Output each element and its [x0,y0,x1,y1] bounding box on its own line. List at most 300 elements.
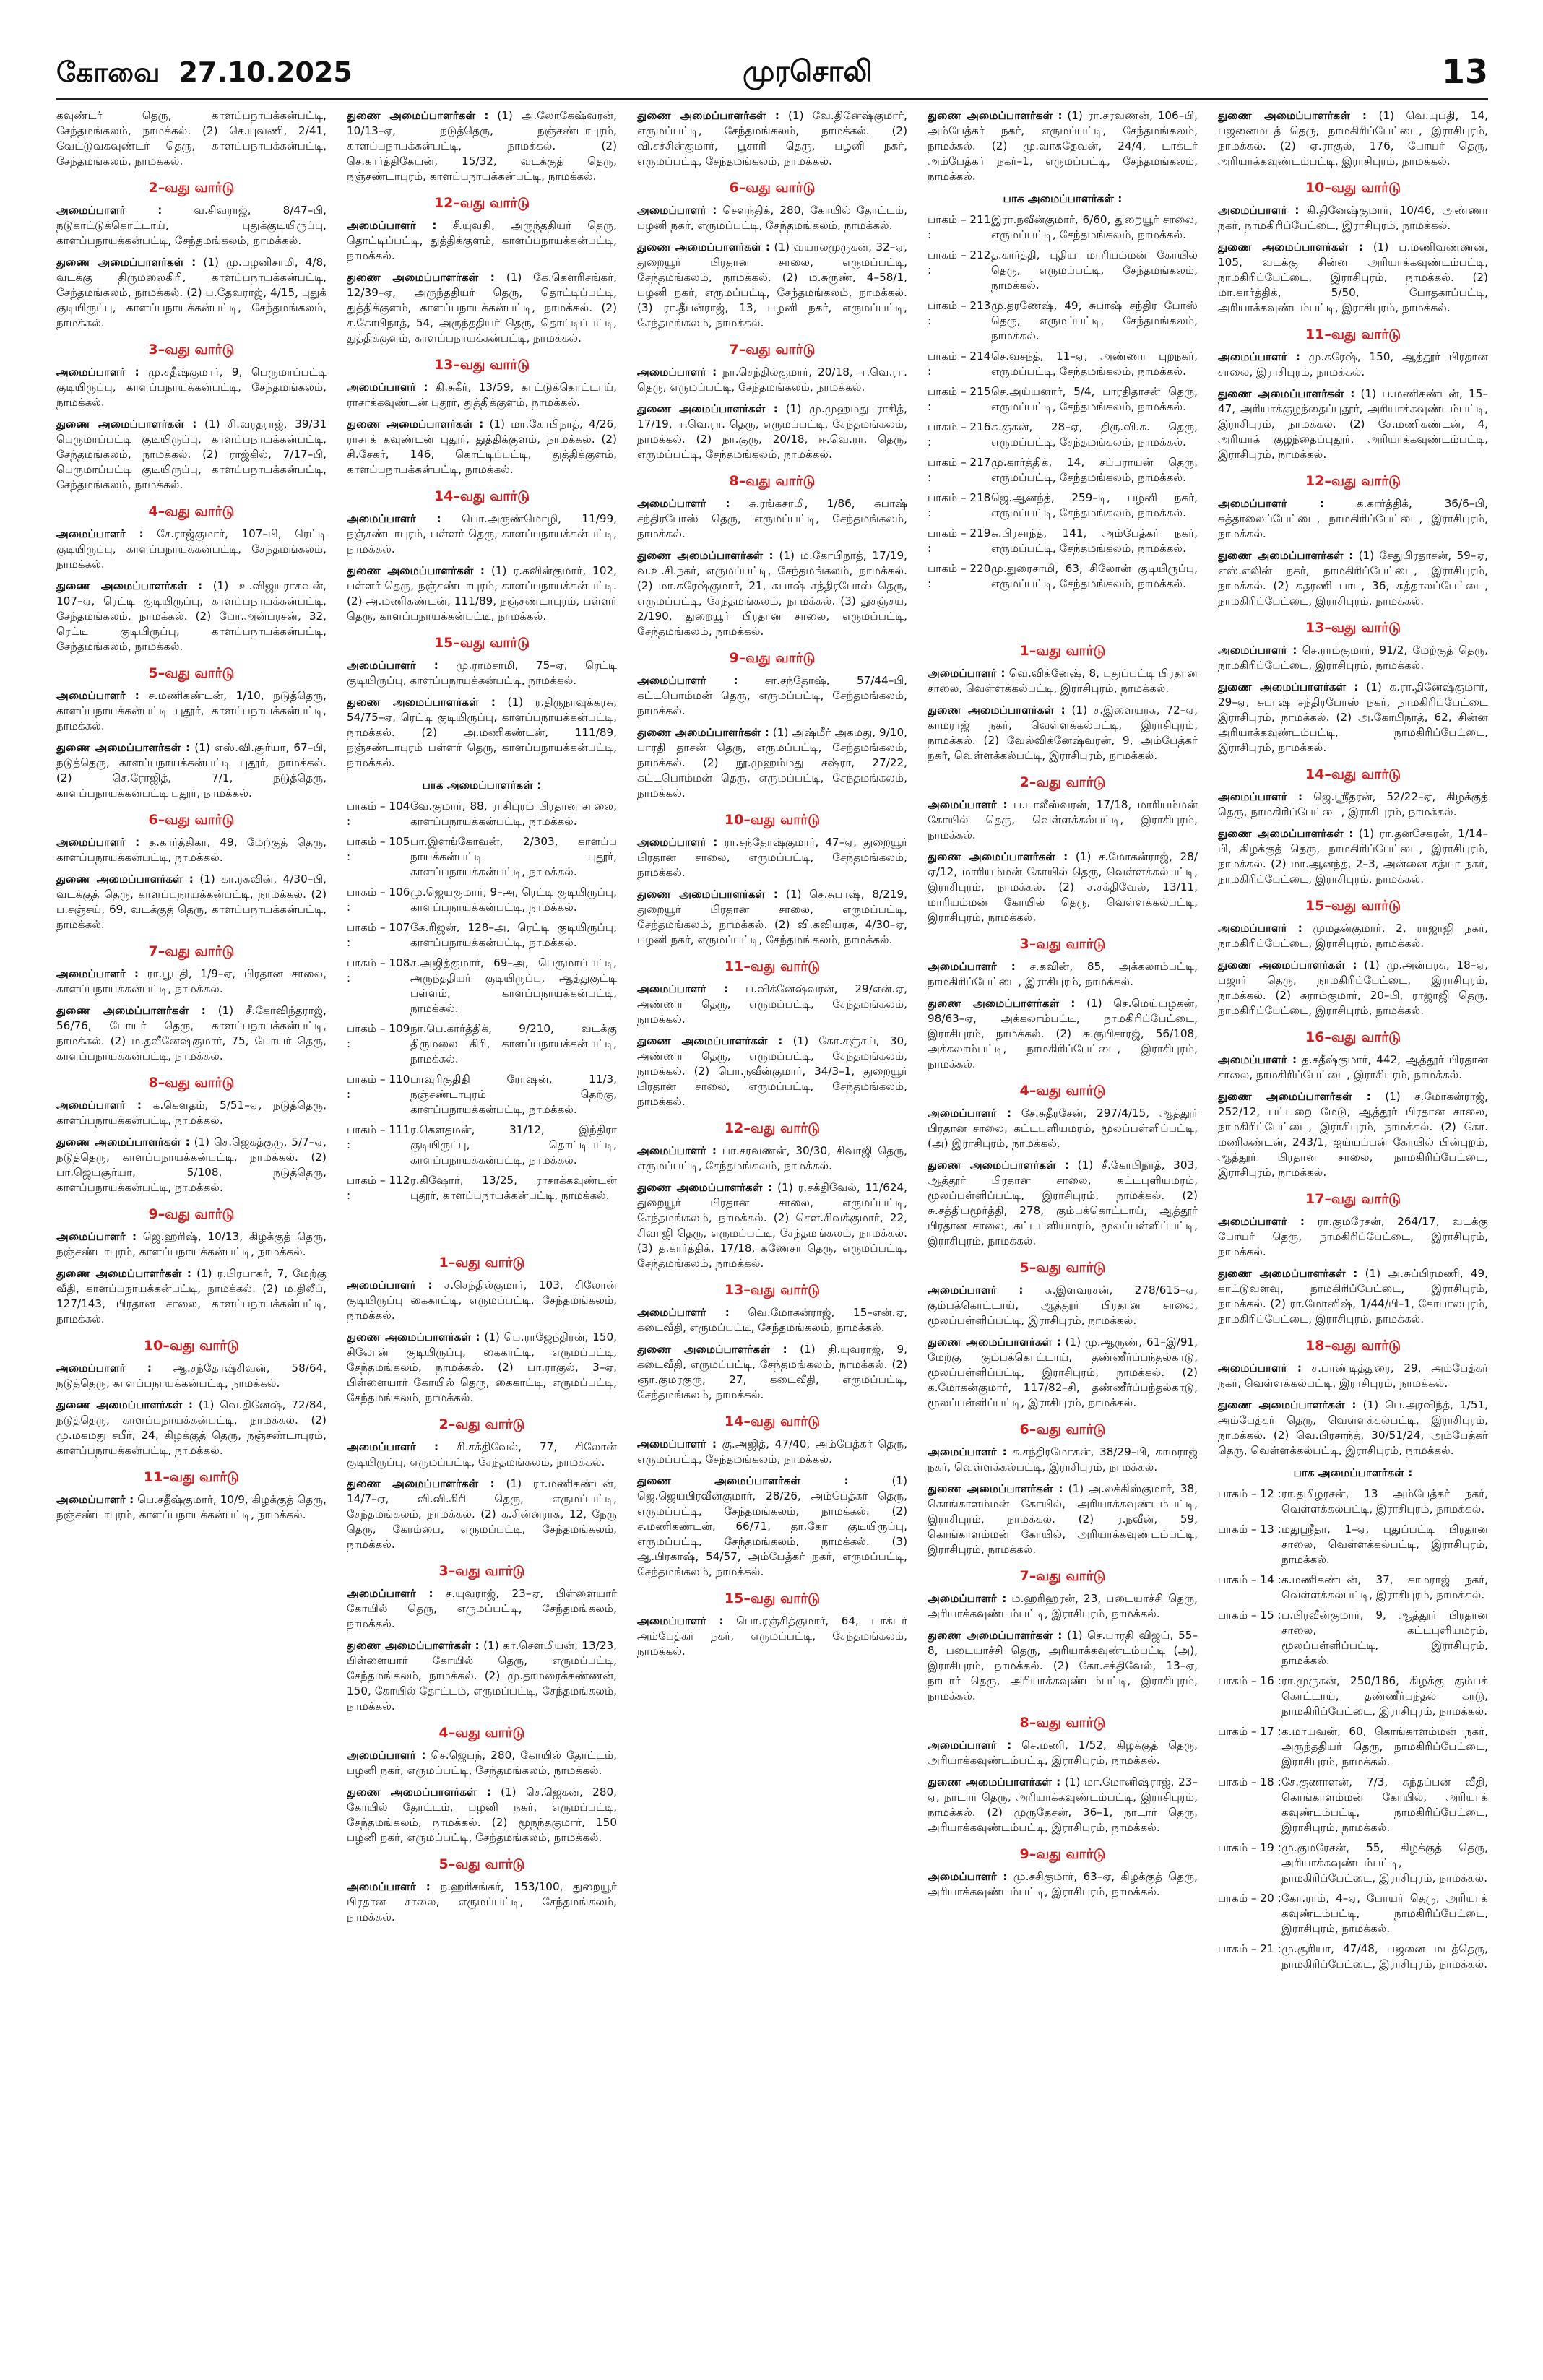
member-entry [928,666,1198,696]
section-subheading: பாக அமைப்பாளர்கள் : [1003,192,1123,205]
member-entry [637,365,907,395]
column-3 [637,108,907,2355]
part-code: பாகம் – 218 : [928,491,991,519]
entry-label: அமைப்பாளர் : [1218,350,1300,363]
entry-label: துணை அமைப்பாளர்கள் : [1218,109,1367,122]
member-entry [347,1748,617,1778]
member-entry [1218,350,1488,380]
part-row [928,248,1198,293]
entry-text: (1) ம.கோபிநாத், 17/19, வ.உ.சி.நகர், எருமப்பட்டி, சேந்தமங்கலம், நாமக்கல். (2) மா.சுரேஷ்குமார், 21, சுபாஷ் சந்திரபோஸ் தெரு, எருமப்பட்டி, சேந்தமங்கலம், நாமக்கல். (3) துசஞ்சய், 2/190, துறையூர் பிரதான சாலை, எருமப்பட்டி, சேந்தமங்கலம், நாமக்கல். [637,549,907,638]
entry-label: அமைப்பாளர் : [56,1493,134,1506]
ward-heading: 14–வது வார்டு [433,488,530,504]
entry-text: ம.ஹரிஹரன், 23, படையாச்சி தெரு, அரியாக்கவுண்டம்பட்டி, இராசிபுரம், நாமக்கல். [928,1592,1198,1620]
entry-text: முமதன்குமார், 2, ராஜாஜி நகர், நாமகிரிப்பேட்டை, இராசிபுரம், நாமக்கல். [1218,922,1488,950]
ward-heading: 5–வது வார்டு [438,1856,525,1872]
entry-text: வெ.மோகன்ராஜ், 15–என்.ஏ, கடைவீதி, எருமப்பட்டி, சேந்தமங்கலம், நாமக்கல். [637,1306,907,1334]
entry-text: (1) செ.மெய்யழகன், 98/63–ஏ, அக்கலாம்பட்டி, நாமகிரிப்பேட்டை, இராசிபுரம், நாமக்கல். (2) சு.ரூபிசாரஜ், 56/108, அக்கலாம்பட்டி, நாமகிரிப்பேட்டை, இராசிபுரம், நாமக்கல். [928,997,1198,1070]
member-entry [928,1738,1198,1768]
member-entry [928,797,1198,843]
entry-text: (1) கே.கௌரிசங்கர், 12/39–ஏ, அருந்ததியர் தெரு, தொட்டிப்பட்டி, துத்திக்குளம், காளப்பநாயக்கன்பட்டி, நாமக்கல். (2) ச.கோபிநாத், 54, அருந்ததியர் தெரு, தொட்டிப்பட்டி, துத்திக்குளம், காளப்பநாயக்கன்பட்டி, நாமக்கல். [347,271,617,345]
entry-text: பெ.சதீஷ்குமார், 10/9, கிழக்குத் தெரு, நஞ்சண்டாபுரம், காளப்பநாயக்கன்பட்டி, நாமக்கல். [56,1493,327,1521]
part-text: இரா.நவீன்குமார், 6/60, துறையூர் சாலை, எருமப்பட்டி, சேந்தமங்கலம், நாமக்கல். [991,213,1198,241]
member-entry [1218,203,1488,233]
entry-text: சா.சந்தோஷ், 57/44–பி, கட்டபொம்மன் தெரு, எருமப்பட்டி, சேந்தமங்கலம், நாமக்கல். [637,674,907,717]
entry-label: அமைப்பாளர் : [928,1870,1008,1883]
entry-text: (1) ஜெ.ஜெயபிரவீன்குமார், 28/26, அம்பேத்கர் தெரு, எருமப்பட்டி, சேந்தமங்கலம், நாமக்கல். (2) ச.மணிகண்டன், 66/71, தா.கோ குடியிருப்பு, எருமப்பட்டி, சேந்தமங்கலம், நாமக்கல். (3) ஆ.பிரகாஷ், 54/57, அம்பேத்கர் நகர், எருமப்பட்டி, சேந்தமங்கலம், நாமக்கல். [637,1474,907,1578]
edition-city: கோவை [56,56,160,88]
ward-heading: 7–வது வார்டு [729,342,816,358]
member-entry [637,1034,907,1109]
member-entry [56,1361,327,1391]
entry-label: துணை அமைப்பாளர்கள் : [347,1639,480,1652]
ward-heading: 2–வது வார்டு [438,1416,525,1432]
entry-label: துணை அமைப்பாளர்கள் : [637,1474,849,1487]
ward-heading: 4–வது வார்டு [148,503,235,519]
entry-label: துணை அமைப்பாளர்கள் : [56,1004,206,1017]
entry-label: துணை அமைப்பாளர்கள் : [1218,387,1355,400]
part-text: க.மணிகண்டன், 37, காமராஜ் நகர், வெள்ளக்கல்பட்டி, இராசிபுரம், நாமக்கல். [1281,1573,1488,1601]
entry-label: துணை அமைப்பாளர்கள் : [56,741,191,754]
entry-label: அமைப்பாளர் : [56,836,140,849]
member-entry [928,1283,1198,1328]
entry-text: (1) ர.திருநாவுக்கரசு, 54/75–ஏ, ரெட்டி குடியிருப்பு, காளப்பநாயக்கன்பட்டி, நாமக்கல். (2) அ.மணிகண்டன், 111/89, நஞ்சண்டாபுரம் பள்ளர் தெரு, காளப்பநாயக்கன்பட்டி, நாமக்கல். [347,696,617,769]
ward-heading: 17–வது வார்டு [1305,1191,1401,1207]
entry-label: துணை அமைப்பாளர்கள் : [928,997,1076,1010]
part-code: பாகம் – 212 : [928,248,991,277]
part-row [347,799,617,829]
entry-text: (1) மு.முஹமது ராசித், 17/19, ஈ.வெ.ரா. தெரு, எருமப்பட்டி, சேந்தமங்கலம், நாமக்கல். (2) நா.குரு, 20/18, ஈ.வெ.ரா. தெரு, எருமப்பட்டி, சேந்தமங்கலம், நாமக்கல். [637,402,907,461]
entry-text: ரா.பூபதி, 1/9–ஏ, பிரதான சாலை, காளப்பநாயக்கன்பட்டி, நாமக்கல். [56,967,327,995]
part-row [1218,1608,1488,1669]
entry-label: அமைப்பாளர் : [1218,1053,1297,1066]
entry-text: சு.ரங்கசாமி, 1/86, சுபாஷ் சந்திரபோஸ் தெரு, எருமப்பட்டி, சேந்தமங்கலம், நாமக்கல். [637,497,907,540]
part-text: பா.இளங்கோவன், 2/303, காளப்ப நாயக்கன்பட்டி புதூர், காளப்பநாயக்கன்பட்டி, நாமக்கல். [410,835,617,878]
entry-label: அமைப்பாளர் : [347,1749,426,1762]
entry-text: ஆ.சந்தோஷ்சிவன், 58/64, நடுத்தெரு, காளப்பநாயக்கன்பட்டி, நாமக்கல். [56,1362,327,1390]
ward-heading: 9–வது வார்டு [729,650,816,666]
entry-label: அமைப்பாளர் : [1218,204,1300,217]
entry-text: நா.செந்தில்குமார், 20/18, ஈ.வெ.ரா. தெரு, எருமப்பட்டி, சேந்தமங்கலம், நாமக்கல். [637,365,907,394]
entry-text: (1) கா.சௌமியன், 13/23, பிள்ளையார் கோயில் தெரு, எருமப்பட்டி, சேந்தமங்கலம், நாமக்கல். (2) மு.தாமரைக்கண்ணன், 150, கோயில் தோட்டம், எருமப்பட்டி, சேந்தமங்கலம், நாமக்கல். [347,1639,617,1713]
member-entry [928,849,1198,925]
part-row [928,384,1198,415]
part-text: ரா.முருகன், 250/186, கிழக்கு கும்பக் கொட்டாய், தண்ணீர்பந்தல் காடு, நாமகிரிப்பேட்டை, இராசிபுரம், நாமக்கல். [1281,1674,1488,1718]
member-entry [1218,789,1488,820]
entry-text: (1) சீ.கோபிநாத், 303, ஆத்தூர் பிரதான சாலை, கட்டபுளியமரம், மூலப்பள்ளிப்பட்டி, இராசிபுரம், நாமக்கல். (2) சு.சத்தியமூர்த்தி, 278, கும்பக்கொட்டாய், ஆத்தூர் பிரதான சாலை, கட்டபுளியமரம், மூலப்பள்ளிப்பட்டி, இராசிபுரம், நாமக்கல். [928,1159,1198,1247]
part-code: பாகம் – 110 : [347,1073,410,1101]
part-row [1218,1942,1488,1972]
entry-text: ப.பாலீஸ்வரன், 17/18, மாரியம்மன் கோயில் தெரு, வெள்ளக்கல்பட்டி, இராசிபுரம், நாமக்கல். [928,798,1198,841]
part-text: பாவுரிகுதிதி ரோஷன், 11/3, நஞ்சண்டாபுரம் தெற்கு, காளப்பநாயக்கன்பட்டி, நாமக்கல். [410,1073,617,1116]
entry-label: அமைப்பாளர் : [928,1739,1012,1752]
part-code: பாகம் – 15 : [1218,1609,1281,1622]
ward-heading: 15–வது வார்டு [1305,898,1401,914]
entry-text: சே.ராஜ்குமார், 107–பி, ரெட்டி குடியிருப்பு, காளப்பநாயக்கன்பட்டி, சேந்தமங்கலம், நாமக்கல். [56,527,327,571]
part-row [347,1122,617,1168]
entry-label: துணை அமைப்பாளர்கள் : [1218,680,1359,693]
member-entry [928,703,1198,763]
member-entry [1218,496,1488,542]
entry-label: துணை அமைப்பாளர்கள் : [347,1477,495,1490]
part-text: சே.குணாளன், 7/3, சுந்தப்பன் வீதி, கொங்காளம்மன் கோயில், அரியாக் கவுண்டம்பட்டி, நாமகிரிப்பேட்டை, இராசிபுரம், நாமக்கல். [1281,1775,1488,1834]
part-row [1218,1775,1488,1835]
entry-text: (1) மா.மோனிஷ்ராஜ், 23–ஏ, நாடார் தெரு, அரியாக்கவுண்டம்பட்டி, இராசிபுரம், நாமக்கல். (2) முருதேசன், 36–1, நாடார் தெரு, அரியாக்கவுண்டம்பட்டி, இராசிபுரம், நாமக்கல். [928,1775,1198,1834]
entry-text: கு.அஜித், 47/40, அம்பேத்கர் தெரு, எருமப்பட்டி, சேந்தமங்கலம், நாமக்கல். [637,1437,907,1466]
part-text: மு.தரணேஷ், 49, சுபாஷ் சந்திர போஸ் தெரு, எருமப்பட்டி, சேந்தமங்கலம், நாமக்கல். [991,299,1198,342]
ward-heading: 11–வது வார்டு [1305,326,1401,342]
part-code: பாகம் – 211 : [928,213,991,241]
ward-heading: 4–வது வார்டு [1019,1083,1106,1099]
part-code: பாகம் – 17 : [1218,1725,1281,1738]
part-text: மு.கார்த்திக், 14, சப்பராயன் தெரு, எருமப்பட்டி, சேந்தமங்கலம், நாமக்கல். [991,456,1198,484]
entry-text: பொ.ரஞ்சித்குமார், 64, டாக்டர் அம்பேத்கர் நகர், எருமப்பட்டி, சேந்தமங்கலம், நாமக்கல். [637,1614,907,1658]
entry-text: (1) வே.தினேஷ்குமார், எருமப்பட்டி, சேந்தமங்கலம், நாமக்கல். (2) வி.சச்சின்குமார், பூசாரி தெரு, பழனி நகர், எருமப்பட்டி, சேந்தமங்கலம், நாமக்கல். [637,109,907,168]
entry-label: அமைப்பாளர் : [347,219,437,232]
entry-label: துணை அமைப்பாளர்கள் : [928,1775,1061,1788]
entry-label: துணை அமைப்பாளர்கள் : [56,1398,193,1411]
part-code: பாகம் – 215 : [928,385,991,413]
column-5 [1218,108,1488,2355]
entry-label: அமைப்பாளர் : [56,967,139,980]
entry-label: துணை அமைப்பாளர்கள் : [1218,1398,1357,1411]
entry-label: துணை அமைப்பாளர்கள் : [928,1482,1063,1495]
part-code: பாகம் – 21 : [1218,1942,1281,1955]
entry-text: சு.இளவரசன், 278/615–ஏ, கும்பக்கொட்டாய், ஆத்தூர் பிரதான சாலை, மூலப்பள்ளிப்பட்டி, இராசிபுரம், நாமக்கல். [928,1284,1198,1327]
entry-text: ந.ஹரிசங்கர், 153/100, துறையூர் பிரதான சாலை, எருமப்பட்டி, சேந்தமங்கலம், நாமக்கல். [347,1880,617,1924]
entry-label: அமைப்பாளர் : [1218,790,1303,803]
ward-heading: 14–வது வார்டு [724,1414,821,1429]
part-row [347,834,617,880]
part-list [1218,1487,1488,1972]
entry-label: துணை அமைப்பாளர்கள் : [347,1330,480,1343]
entry-text: (1) க.ரா.தினேஷ்குமார், 29–ஏ, சுபாஷ் சந்திரபோஸ் நகர், நாமகிரிப்பேட்டை இராசிபுரம், நாமக்கல். (2) அ.கோபிநாத், 62, சின்ன அரியாக்கவுண்டம்பட்டி, நாமகிரிப்பேட்டை, இராசிபுரம், நாமக்கல். [1218,680,1488,754]
entry-text: (1) ப.மணிவண்ணன், 105, வடக்கு சின்ன அரியாக்கவுண்டம்பட்டி, நாமகிரிப்பேட்டை, இராசிபுரம், நாமக்கல். (2) மா.கார்த்திக், 5/50, போதகாப்பட்டி, அரியாக்கவுண்டம்பட்டி, இராசிபுரம், நாமக்கல். [1218,241,1488,314]
entry-label: துணை அமைப்பாளர்கள் : [637,549,774,562]
member-entry [56,527,327,572]
entry-label: அமைப்பாளர் : [1218,1215,1305,1228]
entry-label: அமைப்பாளர் : [56,365,139,378]
entry-text: (1) ர.கவின்குமார், 102, பள்ளர் தெரு, நஞ்சண்டாபுரம், காளப்பநாயக்கன்பட்டி. (2) அ.மணிகண்டன், 111/89, நஞ்சண்டாபுரம், பள்ளர் தெரு, காளப்பநாயக்கன்பட்டி, நாமக்கல். [347,564,617,623]
entry-text: ச.பாண்டித்துரை, 29, அம்பேத்கர் நகர், வெள்ளக்கல்பட்டி, இராசிபுரம், நாமக்கல். [1218,1362,1488,1390]
entry-text: மு.சதீஷ்குமார், 9, பெருமாப்பட்டி குடியிருப்பு, காளப்பநாயக்கன்பட்டி, சேந்தமங்கலம், நாமக்கல். [56,365,327,409]
entry-text: ச.கவின், 85, அக்கலாம்பட்டி, நாமகிரிப்பேட்டை, இராசிபுரம், நாமக்கல். [928,960,1198,988]
part-code: பாகம் – 109 : [347,1022,410,1050]
member-entry [637,1305,907,1336]
entry-label: துணை அமைப்பாளர்கள் : [1218,827,1354,840]
part-row [928,490,1198,521]
member-entry [56,740,327,801]
member-entry [928,1591,1198,1622]
entry-text: க.கௌதம், 5/51–ஏ, நடுத்தெரு, காளப்பநாயக்கன்பட்டி, நாமக்கல். [56,1099,327,1127]
part-code: பாகம் – 213 : [928,299,991,327]
entry-label: அமைப்பாளர் : [928,960,1016,973]
entry-label: அமைப்பாளர் : [928,798,1008,811]
part-text: செ.வசந்த், 11–ஏ, அண்ணா புறநகர், எருமப்பட்டி, சேந்தமங்கலம், நாமக்கல். [991,350,1198,378]
member-entry [347,1586,617,1632]
part-code: பாகம் – 108 : [347,956,410,985]
entry-text: (1) கா.ரகவின், 4/30–பி, வடக்குத் தெரு, காளப்பநாயக்கன்பட்டி, நாமக்கல். (2) ப.சஞ்சய், 69, வடக்குத் தெரு, காளப்பநாயக்கன்பட்டி, நாமக்கல். [56,873,327,931]
entry-label: அமைப்பாளர் : [637,1306,730,1319]
entry-text: (1) சீ.கோவிந்தராஜ், 56/76, போயர் தெரு, காளப்பநாயக்கன்பட்டி, நாமக்கல். (2) ம.தவீனேஷ்குமார், 75, போயர் தெரு, காளப்பநாயக்கன்பட்டி, நாமக்கல். [56,1004,327,1063]
entry-text: (1) ரா.மணிகண்டன், 14/7–ஏ, வி.வி.கிரி தெரு, எருமப்பட்டி, சேந்தமங்கலம், நாமக்கல். (2) க.சின்னராசு, 12, நேரு தெரு, கோம்பை, எருமப்பட்டி, சேந்தமங்கலம், நாமக்கல். [347,1477,617,1551]
ward-heading: 12–வது வார்டு [1305,473,1401,489]
entry-label: துணை அமைப்பாளர்கள் : [928,1336,1061,1349]
part-code: பாகம் – 219 : [928,527,991,555]
member-entry [347,108,617,184]
entry-label: துணை அமைப்பாளர்கள் : [928,850,1068,863]
part-text: ரா.தமிழரசன், 13 அம்பேத்கர் நகர், வெள்ளக்கல்பட்டி, இராசிபுரம், நாமக்கல். [1281,1487,1488,1515]
entry-label: துணை அமைப்பாளர்கள் : [347,1786,491,1799]
entry-text: (1) பெ.அரவிந்த், 1/51, அம்பேத்கர் தெரு, வெள்ளக்கல்பட்டி, இராசிபுரம், நாமக்கல். (2) வெ.பிரசாந்த், 30/51/24, அம்பேத்கர் தெரு, வெள்ளக்கல்பட்டி, இராசிபுரம், நாமக்கல். [1218,1398,1488,1457]
member-entry [1218,680,1488,756]
entry-label: துணை அமைப்பாளர்கள் : [1218,241,1363,254]
ward-heading: 7–வது வார்டு [1019,1568,1106,1584]
ward-heading: 15–வது வார்டு [433,635,530,651]
member-entry [56,255,327,331]
member-entry [1218,826,1488,887]
entry-label: அமைப்பாளர் : [637,982,729,995]
ward-heading: 6–வது வார்டு [729,180,816,196]
member-entry [56,835,327,865]
part-code: பாகம் – 12 : [1218,1487,1281,1500]
part-text: வே.குமார், 88, ராசிபுரம் பிரதான சாலை, காளப்பநாயக்கன்பட்டி, நாமக்கல். [410,800,617,828]
entry-label: அமைப்பாளர் : [56,527,144,540]
ward-heading: 5–வது வார்டு [148,665,235,681]
entry-text: (1) அஷ்மீர் அகமது, 9/10, பாரதி தாசன் தெரு, எருமப்பட்டி, சேந்தமங்கலம், நாமக்கல். (2) நூ.முஹம்மது சஷ்ரா, 27/22, கட்டபொம்மன் தெரு, எருமப்பட்டி, சேந்தமங்கலம், நாமக்கல். [637,726,907,800]
member-entry [347,1785,617,1845]
entry-label: துணை அமைப்பாளர்கள் : [637,241,770,254]
entry-text: (1) எஸ்.வி.சூர்யா, 67–பி, நடுத்தெரு, காளப்பநாயக்கன்பட்டி புதூர், நாமக்கல். (2) செ.ரோஜித், 7/1, நடுத்தெரு, காளப்பநாயக்கன்பட்டி புதூர், நாமக்கல். [56,741,327,800]
member-entry [928,1869,1198,1900]
entry-label: அமைப்பாளர் : [1218,1362,1302,1375]
entry-text: (1) உ.விஜயராகவன், 107–ஏ, ரெட்டி குடியிருப்பு, காளப்பநாயக்கன்பட்டி, சேந்தமங்கலம், நாமக்கல். (2) போ.அன்பரசன், 32, ரெட்டி குடியிருப்பு, காளப்பநாயக்கன்பட்டி, சேந்தமங்கலம், நாமக்கல். [56,579,327,653]
member-entry [637,548,907,639]
part-code: பாகம் – 111 : [347,1123,410,1151]
part-row [347,885,617,915]
ward-heading: 3–வது வார்டு [438,1563,525,1579]
ward-heading: 8–வது வார்டு [729,473,816,489]
part-code: பாகம் – 216 : [928,420,991,449]
member-entry [56,203,327,248]
entry-text: கி.சுகீர், 13/59, காட்டுக்கொட்டாய், ராசாக்கவுண்டன் புதூர், துத்திக்குளம், நாமக்கல். [347,381,617,409]
ward-heading: 11–வது வார்டு [143,1469,240,1485]
entry-text: (1) அ.சுப்பிரமணி, 49, காட்டுவளவு, நாமகிரிப்பேட்டை, இராசிபுரம், நாமக்கல். (2) ரா.மோனிஷ், 1/44/பி–1, கோபாலபுரம், நாமகிரிப்பேட்டை, இராசிபுரம், நாமக்கல். [1218,1267,1488,1325]
entry-text: ச.மணிகண்டன், 1/10, நடுத்தெரு, காளப்பநாயக்கன்பட்டி புதூர், காளப்பநாயக்கன்பட்டி, நாமக்கல். [56,689,327,732]
entry-label: துணை அமைப்பாளர்கள் : [928,1159,1070,1172]
part-text: செ.அய்யனார், 5/4, பாரதிதாசன் தெரு, எருமப்பட்டி, சேந்தமங்கலம், நாமக்கல். [991,385,1198,413]
member-entry [347,1330,617,1406]
entry-label: துணை அமைப்பாளர்கள் : [347,417,484,430]
entry-label: அமைப்பாளர் : [637,497,730,510]
member-entry [347,563,617,624]
part-code: பாகம் – 19 : [1218,1841,1281,1854]
entry-label: துணை அமைப்பாளர்கள் : [928,109,1063,122]
entry-text: (1) மு.ஆருண், 61–இ/91, மேற்கு கும்பக்கொட்டாய், தண்ணீர்ப்பந்தல்காடு, மூலப்பள்ளிப்பட்டி, இராசிபுரம், நாமக்கல். (2) க.மோகன்குமார், 117/82–சி, தண்ணீர்ப்பந்தல்காடு, மூலப்பள்ளிப்பட்டி, இராசிபுரம், நாமக்கல். [928,1336,1198,1409]
entry-label: அமைப்பாளர் : [56,1362,152,1375]
entry-text: (1) ப.மணிகண்டன், 15–47, அரியாக்குழந்தைப்புதூர், அரியாக்கவுண்டம்பட்டி, இராசிபுரம், நாமக்கல். (2) சே.மணிகண்டன், 4, அரியாக் குழந்தைப்புதூர், அரியாக்கவுண்டம்பட்டி, இராசிபுரம், நாமக்கல். [1218,387,1488,461]
entry-label: அமைப்பாளர் : [928,1284,1024,1297]
member-entry [1218,1398,1488,1458]
part-row [1218,1724,1488,1770]
entry-label: துணை அமைப்பாளர்கள் : [347,564,485,577]
entry-label: துணை அமைப்பாளர்கள் : [1218,959,1357,972]
member-entry [347,658,617,688]
part-text: த.கார்த்தி, புதிய மாரியம்மன் கோயில் தெரு, எருமப்பட்டி, சேந்தமங்கலம், நாமக்கல். [991,248,1198,292]
part-text: க.மாயவன், 60, கொங்காளம்மன் நகர், அருந்ததியர் தெரு, நாமகிரிப்பேட்டை, இராசிபுரம், நாமக்கல். [1281,1725,1488,1768]
member-entry [56,1492,327,1523]
entry-label: அமைப்பாளர் : [928,1107,1012,1120]
entry-label: அமைப்பாளர் : [347,381,428,394]
entry-label: துணை அமைப்பாளர்கள் : [56,256,196,269]
member-entry [347,218,617,264]
entry-text: (1) வெ.தினேஷ், 72/84, நடுத்தெரு, காளப்பநாயக்கன்பட்டி, நாமக்கல். (2) மு.மகமது சபீர், 24, கிழக்குத் தெரு, நஞ்சண்டாபுரம், காளப்பநாயக்கன்பட்டி, நாமக்கல். [56,1398,327,1457]
part-row [347,1072,617,1117]
ward-heading: 2–வது வார்டு [148,180,235,196]
member-entry [347,417,617,477]
member-entry [56,1003,327,1064]
entry-text: (1) ச.மோகன்ராஜ், 252/12, பட்டறை மேடு, ஆத்தூர் பிரதான சாலை, நாமகிரிப்பேட்டை, இராசிபுரம், நாமக்கல். (2) கோ. மணிகண்டன், 243/1, ஐய்யப்பன் கோயில் பின்புறம், ஆத்தூர் பிரதான சாலை, நாமகிரிப்பேட்டை, இராசிபுரம், நாமக்கல். [1218,1090,1488,1179]
entry-text: (1) தி.யுவராஜ், 9, கடைவீதி, எருமப்பட்டி, சேந்தமங்கலம், நாமக்கல். (2) ஞா.குமரகுரு, 27, கடைவீதி, எருமப்பட்டி, சேந்தமங்கலம், நாமக்கல். [637,1343,907,1401]
entry-label: துணை அமைப்பாளர்கள் : [637,1034,783,1047]
member-entry [928,996,1198,1072]
member-entry [637,203,907,233]
entry-label: அமைப்பாளர் : [347,1278,433,1291]
ward-heading: 6–வது வார்டு [1019,1421,1106,1437]
issue-dateline [56,56,371,92]
entry-label: துணை அமைப்பாளர்கள் : [1218,549,1354,562]
entry-text: (1) பெ.ராஜேந்திரன், 150, சிலோன் குடியிருப்பு, கைகாட்டி, எருமப்பட்டி, சேந்தமங்கலம், நாமக்கல். (2) பா.ராகுல், 3–ஏ, பிள்ளையார் கோயில் தெரு, கைகாட்டி, எருமப்பட்டி, சேந்தமங்கலம், நாமக்கல். [347,1330,617,1404]
entry-text: செ.மணி, 1/52, கிழக்குத் தெரு, அரியாக்கவுண்டம்பட்டி, இராசிபுரம், நாமக்கல். [928,1739,1198,1767]
entry-text: (1) ர.சக்திவேல், 11/624, துறையூர் பிரதான சாலை, எருமப்பட்டி, சேந்தமங்கலம், நாமக்கல். (2) சௌ.சிவக்குமார், 22, சிவாஜி தெரு, எருமப்பட்டி, சேந்தமங்கலம், நாமக்கல். (3) த.கார்த்திக், 17/18, கணேசா தெரு, எருமப்பட்டி, சேந்தமங்கலம், நாமக்கல். [637,1181,907,1270]
part-text: ர.கௌதமன், 31/12, இந்திரா குடியிருப்பு, தொட்டிபட்டி, காளப்பநாயக்கன்பட்டி, நாமக்கல். [410,1123,617,1167]
entry-text: ப.விக்னேஷ்வரன், 29/என்.ஏ, அண்ணா தெரு, எருமப்பட்டி, சேந்தமங்கலம், நாமக்கல். [637,982,907,1026]
member-entry [637,673,907,719]
member-entry [56,417,327,493]
entry-text: ஜெ.ஸ்ரீதரன், 52/22–ஏ, கிழக்குத் தெரு, நாமகிரிப்பேட்டை, இராசிபுரம், நாமக்கல். [1218,790,1488,818]
ward-heading: 9–வது வார்டு [148,1206,235,1222]
entry-text: (1) மு.பழனிசாமி, 4/8, வடக்கு திருமலைகிரி, காளப்பநாயக்கன்பட்டி, சேந்தமங்கலம், நாமக்கல். (2) ப.தேவராஜ், 4/15, புதுக் குடியிருப்பு, காளப்பநாயக்கன்பட்டி, சேந்தமங்கலம், நாமக்கல். [56,256,327,329]
entry-label: துணை அமைப்பாளர்கள் : [56,579,203,592]
entry-label: துணை அமைப்பாளர்கள் : [347,696,496,709]
member-entry [56,688,327,734]
member-entry [1218,108,1488,169]
entry-text: (1) மு.அன்பரசு, 18–ஏ, பஜார் தெரு, நாமகிரிப்பேட்டை, இராசிபுரம், நாமக்கல். (2) சுராம்குமார், 20–பி, ராஜாஜி தெரு, நாமகிரிப்பேட்டை, இராசிபுரம், நாமக்கல். [1218,959,1488,1017]
entry-label: அமைப்பாளர் : [637,836,718,849]
part-code: பாகம் – 14 : [1218,1573,1281,1586]
part-code: பாகம் – 104 : [347,800,410,828]
entry-label: அமைப்பாளர் : [56,204,163,217]
newspaper-name: முரசொலி [743,55,873,88]
member-entry [347,511,617,557]
member-entry [637,1474,907,1580]
part-row [928,526,1198,556]
entry-label: அமைப்பாளர் : [1218,644,1297,657]
member-entry [637,240,907,331]
member-entry [56,872,327,932]
member-entry [56,1398,327,1458]
member-entry [347,1638,617,1714]
entry-label: அமைப்பாளர் : [928,1592,1007,1605]
part-text: ப.பிரவீன்குமார், 9, ஆத்தூர் பிரதான சாலை, கட்டபுளியமரம், மூலப்பள்ளிப்பட்டி, இராசிபுரம், நாமக்கல். [1281,1609,1488,1667]
part-text: கே.ரிஜன், 128–அ, ரெட்டி குடியிருப்பு, காளப்பநாயக்கன்பட்டி, நாமக்கல். [410,921,617,949]
part-text: மதுஸ்ரீதா, 1–ஏ, புதுப்பட்டி பிரதான சாலை, வெள்ளக்கல்பட்டி, இராசிபுரம், நாமக்கல். [1281,1523,1488,1566]
entry-text: மு.சுரேஷ், 150, ஆத்தூர் பிரதான சாலை, இராசிபுரம், நாமக்கல். [1218,350,1488,378]
entry-label: அமைப்பாளர் : [928,667,1006,680]
entry-label: துணை அமைப்பாளர்கள் : [928,1629,1063,1642]
entry-label: அமைப்பாளர் : [347,512,441,525]
member-entry [56,365,327,410]
ward-heading: 1–வது வார்டு [438,1255,525,1271]
part-code: பாகம் – 13 : [1218,1523,1281,1536]
entry-text: (1) கோ.சஞ்சய், 30, அண்ணா தெரு, எருமப்பட்டி, சேந்தமங்கலம், நாமக்கல். (2) பொ.நவீன்குமார், 34/3–1, துறையூர் பிரதான சாலை, எருமப்பட்டி, சேந்தமங்கலம், நாமக்கல். [637,1034,907,1108]
part-text: கோ.ராம், 4–ஏ, போயர் தெரு, அரியாக் கவுண்டம்பட்டி, நாமகிரிப்பேட்டை, இராசிபுரம், நாமக்கல். [1281,1892,1488,1935]
member-entry [637,835,907,880]
member-entry [637,108,907,169]
part-row [1218,1840,1488,1886]
entry-text: செ.ராம்குமார், 91/2, மேற்குத் தெரு, நாமகிரிப்பேட்டை, இராசிபுரம், நாமக்கல். [1218,644,1488,672]
entry-label: அமைப்பாளர் : [347,1880,431,1893]
entry-text: ரா.சந்தோஷ்குமார், 47–ஏ, துறையூர் பிரதான சாலை, எருமப்பட்டி, சேந்தமங்கலம், நாமக்கல். [637,836,907,879]
entry-label: துணை அமைப்பாளர்கள் : [637,1181,773,1194]
entry-text: (1) அ.லோகேஷ்வரன், 10/13–ஏ, நடுத்தெரு, நஞ்சண்டாபுரம், காளப்பநாயக்கன்பட்டி, நாமக்கல். (2) செ.கார்த்திகேயன், 15/32, வடக்குத் தெரு, நஞ்சண்டாபுரம், காளப்பநாயக்கன்பட்டி, நாமக்கல். [347,109,617,183]
column-4 [928,108,1198,2355]
entry-label: துணை அமைப்பாளர்கள் : [637,109,779,122]
member-entry [637,1437,907,1467]
member-entry [928,959,1198,990]
entry-text: (1) செ.சுபாஷ், 8/219, துறையூர் பிரதான சாலை, எருமப்பட்டி, சேந்தமங்கலம், நாமக்கல். (2) வி.கவியரசு, 4/30–ஏ, பழனி நகர், எருமப்பட்டி, சேந்தமங்கலம், நாமக்கல். [637,888,907,946]
part-code: பாகம் – 18 : [1218,1775,1281,1788]
part-row [928,455,1198,485]
member-entry [347,1476,617,1552]
entry-text: (1) சி.வரதராஜ், 39/31 பெருமாப்பட்டி குடியிருப்பு, காளப்பநாயக்கன்பட்டி, சேந்தமங்கலம், நாமக்கல். (2) ராஜ்கில், 7/17–பி, பெருமாப்பட்டி குடியிருப்பு, காளப்பநாயக்கன்பட்டி, சேந்தமங்கலம், நாமக்கல். [56,417,327,491]
entry-text: சே.சுதீரசேன், 297/4/15, ஆத்தூர் பிரதான சாலை, கட்டபுளியமரம், மூலப்பள்ளிப்பட்டி, (அ) இராசிபுரம், நாமக்கல். [928,1107,1198,1150]
member-entry [637,725,907,801]
entry-label: துணை அமைப்பாளர்கள் : [56,1135,190,1148]
part-text: சு.குகன், 28–ஏ, திரு.வி.க. தெரு, எருமப்பட்டி, சேந்தமங்கலம், நாமக்கல். [991,420,1198,449]
part-text: மு.ஜெயகுமார், 9–அ, ரெட்டி குடியிருப்பு, காளப்பநாயக்கன்பட்டி, நாமக்கல். [410,886,617,914]
entry-text: (1) வெ.யுபதி, 14, பஜனைமடத் தெரு, நாமகிரிப்பேட்டை, இராசிபுரம், நாமக்கல். (2) ஏ.ராகுல், 176, போயர் தெரு, அரியாக்கவுண்டம்பட்டி, இராசிபுரம், நாமக்கல். [1218,109,1488,168]
ward-heading: 4–வது வார்டு [438,1725,525,1741]
member-entry [928,1481,1198,1557]
issue-date: 27.10.2025 [178,56,353,88]
part-text: நா.பெ.கார்த்திக், 9/210, வடக்கு திருமலை கிரி, காளப்பநாயக்கன்பட்டி, நாமக்கல். [410,1022,617,1065]
entry-text: ஜெ.ஹரிஷ், 10/13, கிழக்குத் தெரு, நஞ்சண்டாபுரம், காளப்பநாயக்கன்பட்டி, நாமக்கல். [56,1230,327,1258]
ward-heading: 6–வது வார்டு [148,812,235,828]
entry-text: பொ.அருண்மொழி, 11/99, நஞ்சண்டாபுரம், பள்ளர் தெரு, காளப்பநாயக்கன்பட்டி, நாமக்கல். [347,512,617,555]
ward-heading: 3–வது வார்டு [148,342,235,358]
entry-label: துணை அமைப்பாளர்கள் : [637,402,778,415]
entry-text: த.சதீஷ்குமார், 442, ஆத்தூர் பிரதான சாலை, நாமகிரிப்பேட்டை, இராசிபுரம், நாமக்கல். [1218,1053,1488,1081]
part-list [347,799,617,1203]
entry-text: (1) செ.ஜெகத்குரு, 5/7–ஏ, நடுத்தெரு, காளப்பநாயக்கன்பட்டி, நாமக்கல். (2) பா.ஜெயசூர்யா, 5/108, நடுத்தெரு, காளப்பநாயக்கன்பட்டி, நாமக்கல். [56,1135,327,1194]
entry-label: அமைப்பாளர் : [637,1144,717,1157]
entry-label: அமைப்பாளர் : [637,365,717,378]
member-entry [347,1440,617,1470]
entry-label: அமைப்பாளர் : [56,689,139,702]
entry-text: க.கார்த்திக், 36/6–பி, சுத்தாலைப்பேட்டை, நாமகிரிப்பேட்டை, இராசிபுரம், நாமக்கல். [1218,497,1488,540]
member-entry [637,1614,907,1659]
member-entry [928,1445,1198,1475]
member-entry [347,270,617,346]
part-text: ர.கிஷோர், 13/25, ராசாக்கவுண்டன் புதூர், காளப்பநாயக்கன்பட்டி, நாமக்கல். [410,1174,617,1202]
ward-heading: 7–வது வார்டு [148,943,235,959]
part-code: பாகம் – 220 : [928,562,991,590]
entry-label: துணை அமைப்பாளர்கள் : [1218,1267,1358,1280]
ward-heading: 16–வது வார்டு [1305,1029,1401,1045]
entry-text: சீ.யுவதி, அருந்ததியர் தெரு, தொட்டிப்பட்டி, துத்திக்குளம், காளப்பநாயக்கன்பட்டி, நாமக்கல். [347,219,617,262]
ward-heading: 10–வது வார்டு [724,812,821,828]
ward-heading: 3–வது வார்டு [1019,936,1106,952]
